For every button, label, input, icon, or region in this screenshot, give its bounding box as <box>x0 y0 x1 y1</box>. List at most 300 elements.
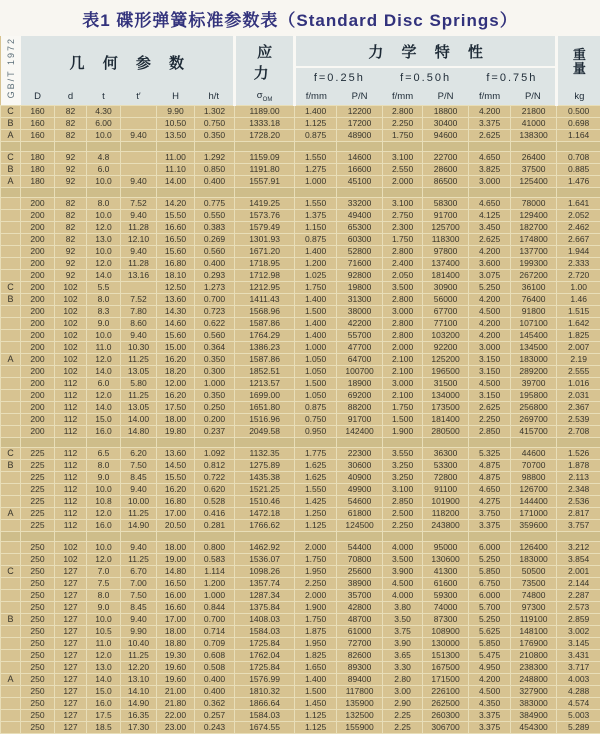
value-cell: 1.500 <box>295 378 337 390</box>
value-cell: 415700 <box>511 426 557 438</box>
value-cell: 1.400 <box>295 294 337 306</box>
value-cell: 12.0 <box>87 554 121 566</box>
value-cell: 31300 <box>337 294 383 306</box>
value-cell: 23.00 <box>157 722 195 734</box>
table-row <box>1 650 600 662</box>
value-cell: 3.375 <box>469 118 511 130</box>
table-row <box>1 674 600 686</box>
grade-cell: C <box>1 282 21 294</box>
grade-cell: A <box>1 508 21 520</box>
separator-cell <box>157 532 195 542</box>
value-cell: 199300 <box>511 258 557 270</box>
value-cell: 225 <box>21 508 55 520</box>
value-cell: 3.000 <box>383 306 423 318</box>
value-cell: 250 <box>21 698 55 710</box>
value-cell: 92 <box>55 176 87 188</box>
value-cell: 3.250 <box>383 460 423 472</box>
value-cell: 1.275 <box>295 164 337 176</box>
value-cell: 0.875 <box>295 130 337 142</box>
value-cell: 8.45 <box>121 472 157 484</box>
value-cell: 200 <box>21 234 55 246</box>
value-cell: 3.825 <box>469 164 511 176</box>
value-cell: 72800 <box>423 472 469 484</box>
value-cell: 13.50 <box>157 130 195 142</box>
value-cell: 3.50 <box>383 614 423 626</box>
value-cell: 267200 <box>511 270 557 282</box>
value-cell: 1573.76 <box>235 210 295 222</box>
value-cell: 10.40 <box>121 638 157 650</box>
value-cell: 1.425 <box>295 496 337 508</box>
value-cell: 11.10 <box>157 164 195 176</box>
value-cell: 0.400 <box>195 674 235 686</box>
value-cell: 1766.62 <box>235 520 295 532</box>
value-cell: 226100 <box>423 686 469 698</box>
grade-cell: B <box>1 614 21 626</box>
value-cell: 132500 <box>337 710 383 722</box>
value-cell: 3.250 <box>383 472 423 484</box>
value-cell: 4.574 <box>557 698 600 710</box>
value-cell: 1159.09 <box>235 152 295 164</box>
value-cell: 54600 <box>337 496 383 508</box>
table-row <box>1 354 600 366</box>
value-cell: 2.555 <box>557 366 600 378</box>
separator-cell <box>1 142 21 152</box>
value-cell: 250 <box>21 626 55 638</box>
value-cell: 16.50 <box>157 578 195 590</box>
col-f-025: f/mm <box>295 88 337 106</box>
value-cell: 9.0 <box>87 472 121 484</box>
value-cell: 1.000 <box>295 176 337 188</box>
value-cell: 82600 <box>337 650 383 662</box>
value-cell: 37500 <box>511 164 557 176</box>
value-cell: 200 <box>21 390 55 402</box>
value-cell: 13.10 <box>121 674 157 686</box>
value-cell: 3.075 <box>469 270 511 282</box>
separator-cell <box>557 142 600 152</box>
value-cell: 107100 <box>511 318 557 330</box>
header-group-stress: 应 力 <box>235 36 295 88</box>
value-cell: 182700 <box>511 222 557 234</box>
grade-cell <box>1 270 21 282</box>
value-cell: 9.40 <box>121 210 157 222</box>
value-cell: 2.400 <box>383 258 423 270</box>
grade-cell <box>1 520 21 532</box>
value-cell: 3.100 <box>383 198 423 210</box>
value-cell: 2.000 <box>295 542 337 554</box>
value-cell: 18.5 <box>87 722 121 734</box>
value-cell: 42200 <box>337 318 383 330</box>
value-cell: 1.650 <box>295 662 337 674</box>
value-cell: 14.90 <box>121 698 157 710</box>
value-cell: 1.750 <box>295 614 337 626</box>
value-cell: 0.364 <box>195 342 235 354</box>
value-cell: 6.0 <box>87 164 121 176</box>
value-cell: 9.40 <box>121 330 157 342</box>
value-cell: 0.722 <box>195 472 235 484</box>
value-cell: 1.125 <box>295 118 337 130</box>
grade-cell: B <box>1 460 21 472</box>
value-cell: 1.900 <box>295 602 337 614</box>
value-cell: 250 <box>21 686 55 698</box>
value-cell: 2.001 <box>557 566 600 578</box>
value-cell: 21800 <box>511 106 557 118</box>
value-cell: 12.0 <box>87 650 121 662</box>
separator-cell <box>21 188 55 198</box>
value-cell: 10.5 <box>87 626 121 638</box>
grade-cell: C <box>1 106 21 118</box>
separator-cell <box>195 188 235 198</box>
separator-cell <box>469 142 511 152</box>
value-cell: 10.0 <box>87 484 121 496</box>
col-p-050: P/N <box>423 88 469 106</box>
table-row <box>1 578 600 590</box>
value-cell: 11.25 <box>121 508 157 520</box>
value-cell: 0.700 <box>195 294 235 306</box>
value-cell: 6.750 <box>469 578 511 590</box>
separator-cell <box>21 532 55 542</box>
value-cell: 19.80 <box>157 426 195 438</box>
value-cell: 200 <box>21 270 55 282</box>
value-cell: 53300 <box>423 460 469 472</box>
value-cell: 200 <box>21 426 55 438</box>
value-cell: 1.200 <box>195 578 235 590</box>
value-cell: 5.325 <box>469 448 511 460</box>
value-cell: 5.625 <box>469 626 511 638</box>
value-cell: 102 <box>55 554 87 566</box>
value-cell: 1.476 <box>557 176 600 188</box>
value-cell: 7.52 <box>121 294 157 306</box>
value-cell: 6.5 <box>87 448 121 460</box>
value-cell: 89400 <box>337 674 383 686</box>
grade-cell <box>1 306 21 318</box>
value-cell: 1189.00 <box>235 106 295 118</box>
value-cell: 3.150 <box>469 390 511 402</box>
value-cell: 171000 <box>511 508 557 520</box>
value-cell: 10.0 <box>87 210 121 222</box>
value-cell: 82 <box>55 210 87 222</box>
grade-cell: A <box>1 176 21 188</box>
value-cell: 0.698 <box>557 118 600 130</box>
separator-cell <box>87 142 121 152</box>
value-cell: 0.950 <box>295 426 337 438</box>
value-cell: 16.0 <box>87 426 121 438</box>
grade-cell <box>1 602 21 614</box>
table-row <box>1 176 600 188</box>
value-cell: 1.302 <box>195 106 235 118</box>
value-cell: 1671.20 <box>235 246 295 258</box>
value-cell: 160 <box>21 106 55 118</box>
value-cell: 2.800 <box>383 106 423 118</box>
separator-cell <box>121 532 157 542</box>
value-cell: 174800 <box>511 234 557 246</box>
value-cell: 2.90 <box>383 698 423 710</box>
value-cell: 1212.95 <box>235 282 295 294</box>
value-cell: 127 <box>55 578 87 590</box>
grade-cell <box>1 330 21 342</box>
value-cell: 59300 <box>423 590 469 602</box>
value-cell: 15.0 <box>87 686 121 698</box>
value-cell: 20.50 <box>157 520 195 532</box>
value-cell: 4.950 <box>469 662 511 674</box>
value-cell: 0.875 <box>295 402 337 414</box>
value-cell: 12.0 <box>87 258 121 270</box>
value-cell: 127 <box>55 626 87 638</box>
value-cell: 1.050 <box>295 366 337 378</box>
value-cell: 3.150 <box>469 366 511 378</box>
value-cell: 2.000 <box>383 342 423 354</box>
grade-cell <box>1 222 21 234</box>
value-cell: 167500 <box>423 662 469 674</box>
value-cell: 3.757 <box>557 520 600 532</box>
value-cell: 0.800 <box>195 542 235 554</box>
value-cell: 9.40 <box>121 130 157 142</box>
value-cell: 260300 <box>423 710 469 722</box>
value-cell: 1191.80 <box>235 164 295 176</box>
value-cell: 1.000 <box>295 342 337 354</box>
separator-cell <box>195 438 235 448</box>
separator-cell <box>337 188 383 198</box>
value-cell: 70800 <box>337 554 383 566</box>
separator-cell <box>337 532 383 542</box>
value-cell: 1.825 <box>295 650 337 662</box>
value-cell: 2.250 <box>383 520 423 532</box>
value-cell: 195800 <box>511 390 557 402</box>
value-cell: 112 <box>55 390 87 402</box>
value-cell: 10.8 <box>87 496 121 508</box>
value-cell: 1.200 <box>295 258 337 270</box>
header-load-025h: f=0.25h <box>295 67 383 88</box>
grade-cell <box>1 378 21 390</box>
page-title: 表1 碟形弹簧标准参数表（Standard Disc Springs） <box>0 0 600 36</box>
value-cell: 1.750 <box>295 554 337 566</box>
value-cell: 148100 <box>511 626 557 638</box>
value-cell: 108900 <box>423 626 469 638</box>
value-cell: 22300 <box>337 448 383 460</box>
value-cell: 2.000 <box>383 176 423 188</box>
value-cell: 1.125 <box>295 520 337 532</box>
value-cell: 7.0 <box>87 566 121 578</box>
value-cell: 102 <box>55 366 87 378</box>
value-cell: 4.500 <box>469 686 511 698</box>
value-cell: 144400 <box>511 496 557 508</box>
value-cell: 2.333 <box>557 258 600 270</box>
value-cell: 2.625 <box>469 402 511 414</box>
value-cell: 38900 <box>337 578 383 590</box>
value-cell: 12.0 <box>87 354 121 366</box>
separator-cell <box>469 188 511 198</box>
separator-cell <box>87 188 121 198</box>
separator-cell <box>55 188 87 198</box>
value-cell: 1.550 <box>295 484 337 496</box>
value-cell: 92 <box>55 270 87 282</box>
value-cell: 28600 <box>423 164 469 176</box>
value-cell: 0.550 <box>195 210 235 222</box>
value-cell: 225 <box>21 448 55 460</box>
value-cell: 250 <box>21 614 55 626</box>
value-cell: 134000 <box>423 390 469 402</box>
value-cell: 9.40 <box>121 614 157 626</box>
value-cell: 200 <box>21 222 55 234</box>
value-cell: 1435.38 <box>235 472 295 484</box>
value-cell: 16.60 <box>157 222 195 234</box>
value-cell: 3.000 <box>469 176 511 188</box>
value-cell: 243800 <box>423 520 469 532</box>
col-h-over-t: h/t <box>195 88 235 106</box>
value-cell: 2.462 <box>557 222 600 234</box>
value-cell: 1.150 <box>295 222 337 234</box>
value-cell: 306700 <box>423 722 469 734</box>
value-cell: 12.0 <box>87 222 121 234</box>
separator-cell <box>157 438 195 448</box>
value-cell: 134500 <box>511 342 557 354</box>
value-cell: 183000 <box>511 354 557 366</box>
value-cell: 94600 <box>423 130 469 142</box>
value-cell: 225 <box>21 472 55 484</box>
value-cell: 14.30 <box>157 306 195 318</box>
value-cell: 129400 <box>511 210 557 222</box>
value-cell: 14.80 <box>121 426 157 438</box>
value-cell: 5.250 <box>469 282 511 294</box>
value-cell: 1.016 <box>557 378 600 390</box>
value-cell: 86500 <box>423 176 469 188</box>
value-cell: 1.164 <box>557 130 600 142</box>
value-cell: 2.817 <box>557 508 600 520</box>
value-cell: 327900 <box>511 686 557 698</box>
value-cell: 16.20 <box>157 484 195 496</box>
value-cell: 49400 <box>337 210 383 222</box>
value-cell: 16.0 <box>87 698 121 710</box>
grade-cell <box>1 472 21 484</box>
value-cell: 100700 <box>337 366 383 378</box>
table-row <box>1 662 600 674</box>
value-cell: 200 <box>21 402 55 414</box>
value-cell: 171500 <box>423 674 469 686</box>
value-cell: 89300 <box>337 662 383 674</box>
value-cell: 1.050 <box>295 354 337 366</box>
value-cell: 200 <box>21 330 55 342</box>
table-row <box>1 426 600 438</box>
value-cell: 2.80 <box>383 674 423 686</box>
value-cell: 14.00 <box>121 414 157 426</box>
grade-cell <box>1 578 21 590</box>
value-cell: 7.00 <box>121 578 157 590</box>
value-cell: 0.885 <box>557 164 600 176</box>
col-d: d <box>55 88 87 106</box>
value-cell: 1.625 <box>295 460 337 472</box>
value-cell: 11.28 <box>121 222 157 234</box>
value-cell: 2.708 <box>557 426 600 438</box>
value-cell: 1728.20 <box>235 130 295 142</box>
value-cell: 0.560 <box>195 246 235 258</box>
value-cell: 112 <box>55 496 87 508</box>
value-cell: 82 <box>55 130 87 142</box>
value-cell: 250 <box>21 638 55 650</box>
separator-cell <box>469 532 511 542</box>
value-cell: 13.0 <box>87 662 121 674</box>
value-cell: 2.850 <box>383 496 423 508</box>
grade-cell <box>1 234 21 246</box>
value-cell: 2.113 <box>557 472 600 484</box>
separator-cell <box>55 532 87 542</box>
value-cell: 6.20 <box>121 448 157 460</box>
value-cell: 1852.51 <box>235 366 295 378</box>
value-cell: 9.40 <box>121 176 157 188</box>
value-cell: 16.50 <box>157 234 195 246</box>
col-sigma-om: $\sigma_{OM}$ <box>235 88 295 106</box>
value-cell: 1516.96 <box>235 414 295 426</box>
value-cell: 15.00 <box>157 342 195 354</box>
value-cell: 19.00 <box>157 554 195 566</box>
value-cell: 39700 <box>511 378 557 390</box>
value-cell: 3.30 <box>383 662 423 674</box>
value-cell: 5.850 <box>469 638 511 650</box>
table-row <box>1 342 600 354</box>
value-cell: 78000 <box>511 198 557 210</box>
value-cell: 8.60 <box>121 318 157 330</box>
value-cell: 1.550 <box>295 152 337 164</box>
grade-cell <box>1 342 21 354</box>
value-cell: 1674.55 <box>235 722 295 734</box>
value-cell: 73500 <box>511 578 557 590</box>
grade-cell <box>1 542 21 554</box>
table-row <box>1 318 600 330</box>
table-row <box>1 210 600 222</box>
table-row <box>1 626 600 638</box>
value-cell: 127 <box>55 674 87 686</box>
value-cell: 5.475 <box>469 650 511 662</box>
value-cell: 1.526 <box>557 448 600 460</box>
value-cell: 2.800 <box>383 318 423 330</box>
value-cell: 48900 <box>337 130 383 142</box>
value-cell: 200 <box>21 282 55 294</box>
value-cell: 1536.07 <box>235 554 295 566</box>
value-cell: 49900 <box>337 484 383 496</box>
value-cell: 250 <box>21 542 55 554</box>
grade-cell <box>1 554 21 566</box>
value-cell: 91800 <box>511 306 557 318</box>
table-row <box>1 698 600 710</box>
value-cell: 4.200 <box>469 294 511 306</box>
col-p-075: P/N <box>511 88 557 106</box>
value-cell: 14.90 <box>121 520 157 532</box>
table-row <box>1 554 600 566</box>
value-cell: 33200 <box>337 198 383 210</box>
value-cell: 2.25 <box>383 710 423 722</box>
value-cell: 210800 <box>511 650 557 662</box>
value-cell: 112 <box>55 508 87 520</box>
group-separator-row <box>1 532 600 542</box>
value-cell: 160 <box>21 118 55 130</box>
value-cell: 4.125 <box>469 210 511 222</box>
header-group-geometry: 几 何 参 数 <box>21 36 235 88</box>
value-cell: 18.10 <box>157 270 195 282</box>
value-cell: 11.25 <box>121 354 157 366</box>
value-cell: 25600 <box>337 566 383 578</box>
separator-cell <box>295 142 337 152</box>
value-cell: 10.0 <box>87 330 121 342</box>
value-cell: 2.536 <box>557 496 600 508</box>
value-cell: 92 <box>55 246 87 258</box>
value-cell: 250 <box>21 650 55 662</box>
value-cell: 0.560 <box>195 330 235 342</box>
grade-cell: C <box>1 566 21 578</box>
value-cell: 3.212 <box>557 542 600 554</box>
value-cell: 127 <box>55 710 87 722</box>
value-cell: 10.00 <box>121 496 157 508</box>
value-cell: 6.00 <box>87 118 121 130</box>
separator-cell <box>423 188 469 198</box>
value-cell: 102 <box>55 354 87 366</box>
